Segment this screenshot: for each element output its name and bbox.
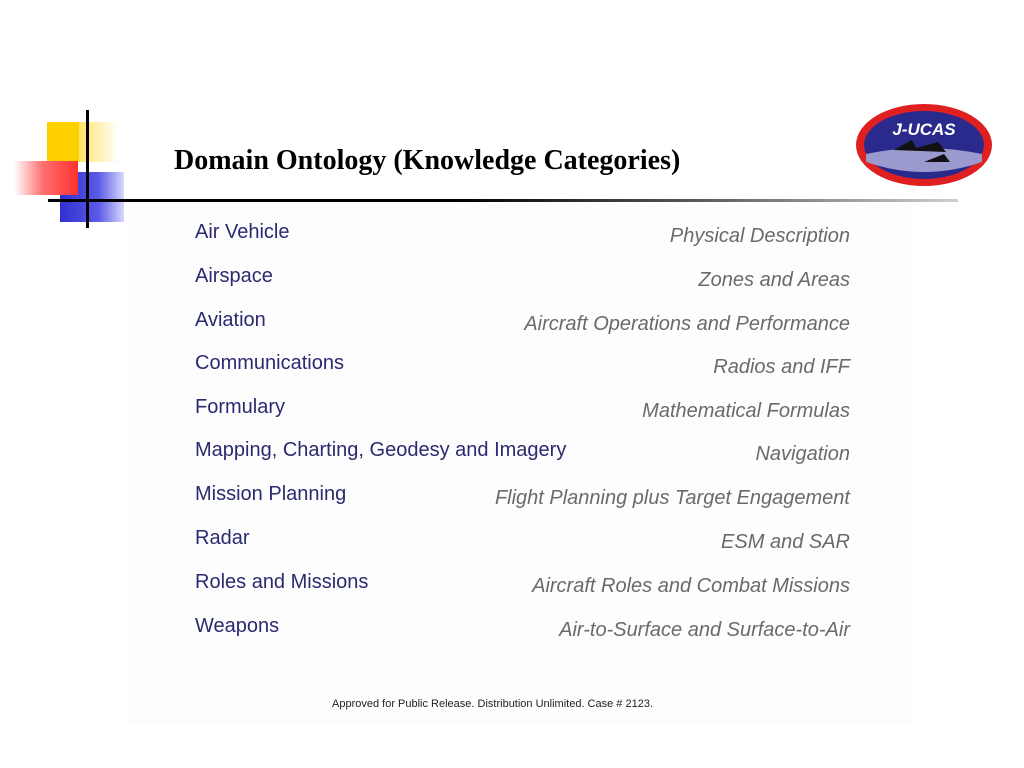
list-item [128, 352, 912, 382]
ontology-panel [128, 205, 912, 723]
category-name: Mission Planning [195, 483, 347, 505]
category-name: Air Vehicle [195, 221, 290, 243]
title-underline [48, 199, 958, 202]
logo-text: J-UCAS [892, 120, 956, 139]
category-description: Flight Planning plus Target Engagement [494, 487, 850, 509]
category-name: Aviation [195, 309, 266, 331]
list-item [128, 527, 912, 557]
category-name: Communications [195, 352, 344, 374]
category-description: Physical Description [669, 225, 850, 247]
category-name: Airspace [195, 265, 273, 287]
decor-vertical-line [86, 110, 89, 228]
category-description: Radios and IFF [713, 356, 850, 378]
list-item [128, 221, 912, 251]
category-name: Weapons [195, 615, 280, 637]
list-item [128, 396, 912, 426]
category-description: Aircraft Roles and Combat Missions [532, 575, 850, 597]
j-ucas-logo [854, 102, 994, 188]
category-description: Aircraft Operations and Performance [524, 313, 850, 335]
decor-yellow-fade [79, 122, 119, 162]
list-item [128, 439, 912, 469]
slide-title: Domain Ontology (Knowledge Categories) [174, 145, 681, 176]
category-name: Mapping, Charting, Geodesy and Imagery [195, 439, 567, 461]
category-name: Formulary [195, 396, 286, 418]
list-item [128, 483, 912, 513]
category-name: Radar [195, 527, 250, 549]
list-item [128, 615, 912, 645]
category-description: Mathematical Formulas [642, 400, 850, 422]
category-description: Zones and Areas [698, 269, 850, 291]
decor-yellow-block [47, 122, 79, 162]
category-description: ESM and SAR [721, 531, 850, 553]
category-name: Roles and Missions [195, 571, 369, 593]
release-footer: Approved for Public Release. Distribution Unlimited. Case # 2123. [332, 698, 653, 710]
category-description: Air-to-Surface and Surface-to-Air [559, 619, 850, 641]
list-item [128, 571, 912, 601]
list-item [128, 309, 912, 339]
category-description: Navigation [755, 443, 850, 465]
list-item [128, 265, 912, 295]
decor-red-block [14, 161, 78, 195]
